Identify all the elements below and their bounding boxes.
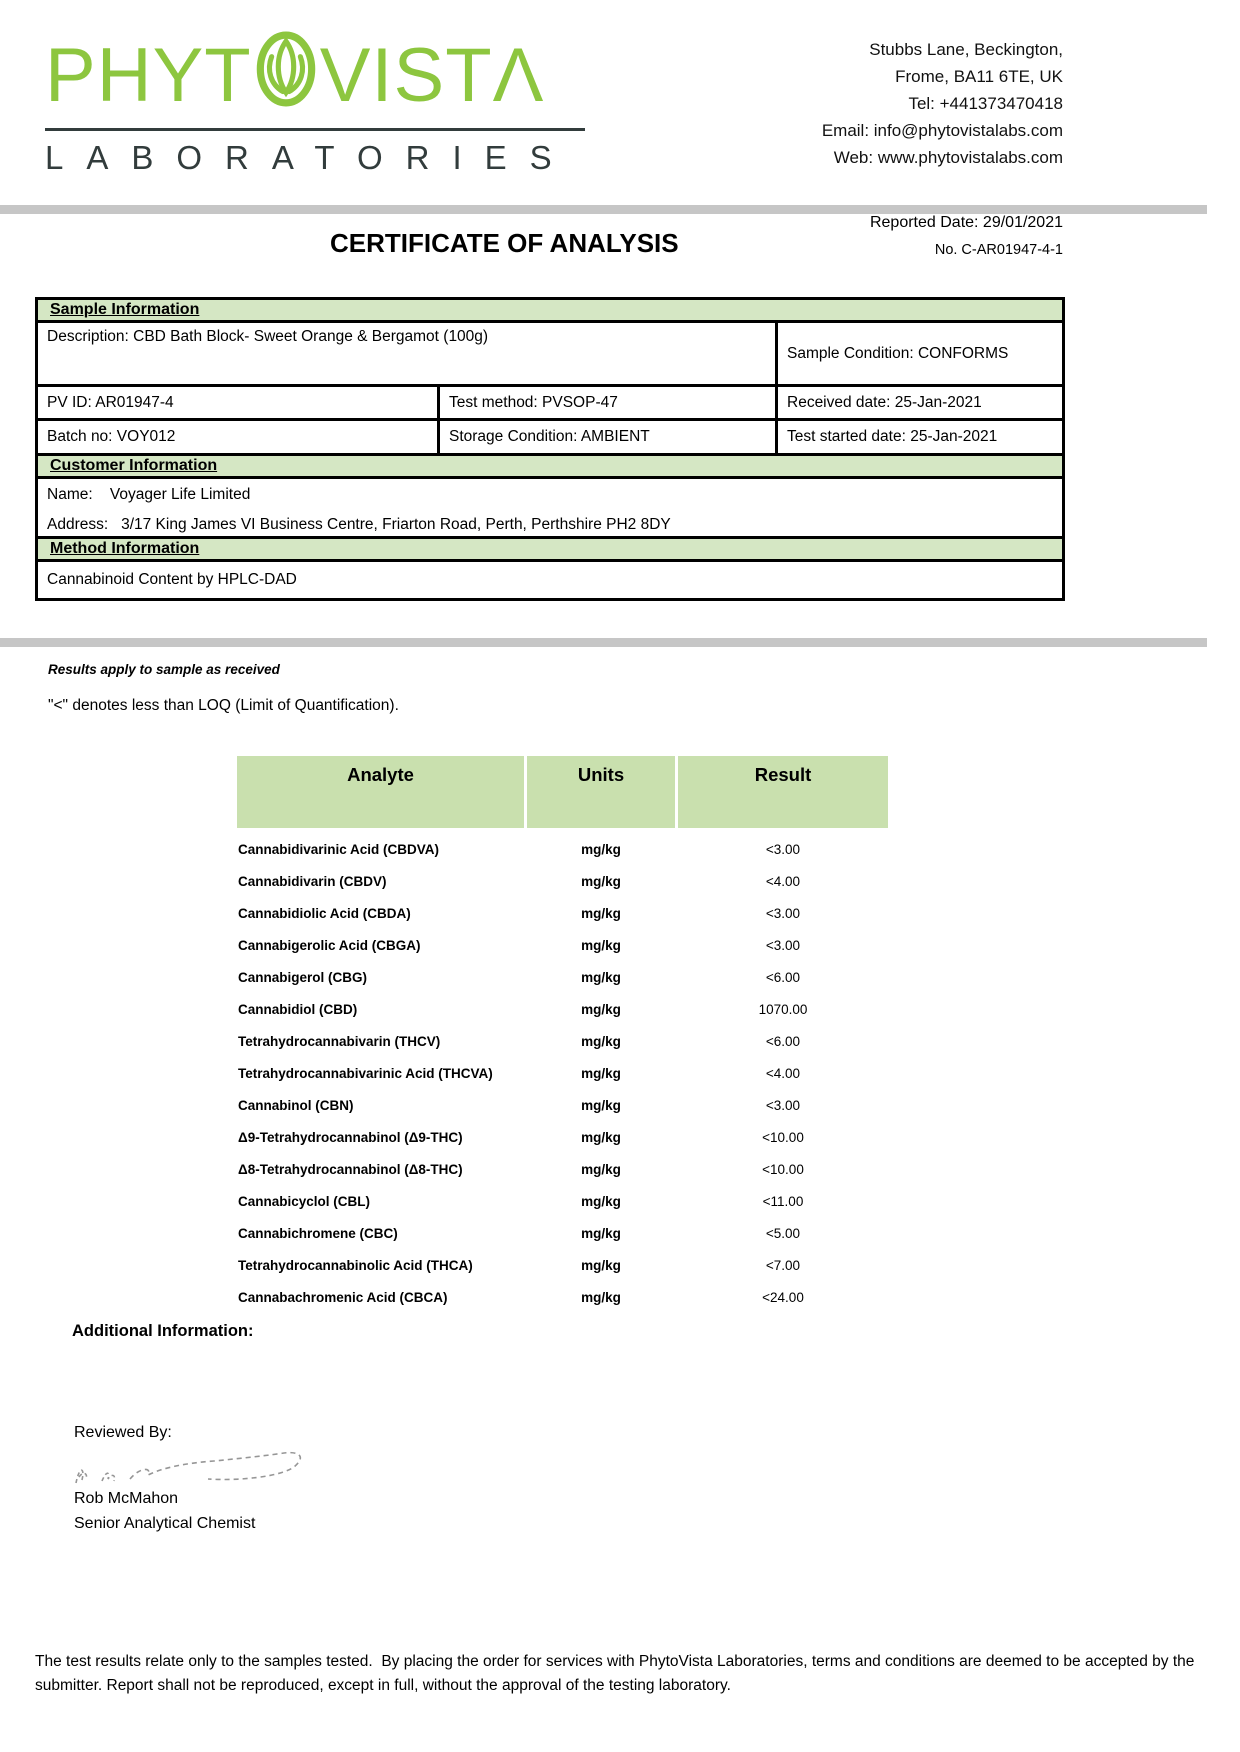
sample-condition: Sample Condition: CONFORMS (787, 344, 1009, 362)
results-header-row (237, 756, 888, 828)
logo-wordmark (45, 30, 590, 121)
table-row (237, 833, 888, 865)
analyte-name: Cannabinol (CBN) (238, 1097, 354, 1113)
pv-id: PV ID: AR01947-4 (38, 387, 440, 418)
table-row (237, 1121, 888, 1153)
analyte-result: <6.00 (765, 969, 801, 985)
customer-name: Name: Voyager Life Limited (47, 486, 251, 503)
received-date: Received date: 25-Jan-2021 (787, 393, 982, 411)
analyte-name: Cannabidiolic Acid (CBDA) (238, 905, 411, 921)
logo-text-right: VISTΛ (319, 32, 545, 118)
reviewed-by-label: Reviewed By: (74, 1424, 172, 1441)
analyte-result: <7.00 (765, 1257, 801, 1273)
table-row (237, 1153, 888, 1185)
analyte-result: 1070.00 (758, 1001, 808, 1017)
method-description: Cannabinoid Content by HPLC-DAD (47, 571, 297, 588)
analyte-units: mg/kg (581, 1257, 621, 1273)
analyte-name: Tetrahydrocannabinolic Acid (THCA) (238, 1257, 473, 1273)
analyte-units: mg/kg (581, 969, 621, 985)
analyte-result: <4.00 (765, 873, 801, 889)
analyte-units: mg/kg (581, 1193, 621, 1209)
report-number: No. C-AR01947-4-1 (934, 242, 1063, 258)
page-title: CERTIFICATE OF ANALYSIS (330, 228, 679, 258)
table-row (237, 993, 888, 1025)
table-row (237, 1217, 888, 1249)
analyte-name: Cannabidivarinic Acid (CBDVA) (238, 841, 440, 857)
customer-box (38, 479, 1062, 539)
phytovista-logo (45, 30, 590, 177)
contact-phone: Tel: +441373470418 (908, 94, 1063, 113)
table-row (237, 961, 888, 993)
analyte-units: mg/kg (581, 841, 621, 857)
contact-web: Web: www.phytovistalabs.com (833, 148, 1063, 167)
analyte-units: mg/kg (581, 937, 621, 953)
analyte-result: <11.00 (762, 1193, 804, 1209)
reviewer-title: Senior Analytical Chemist (74, 1515, 256, 1532)
logo-subtitle: LABORATORIES (45, 139, 575, 176)
results-apply-note: Results apply to sample as received (48, 662, 280, 677)
contact-email: Email: info@phytovistalabs.com (821, 121, 1063, 140)
analyte-units: mg/kg (581, 1129, 621, 1145)
column-header-result: Result (678, 756, 888, 828)
analyte-units: mg/kg (581, 873, 621, 889)
analyte-result: <4.00 (765, 1065, 801, 1081)
customer-information-header: Customer Information (38, 456, 1062, 479)
table-row (237, 1281, 888, 1313)
description-row (38, 323, 1062, 387)
table-row (237, 1057, 888, 1089)
analyte-name: Cannabichromene (CBC) (238, 1225, 398, 1241)
footer-disclaimer: The test results relate only to the samples tested. By placing the order for services with PhytoVista Laboratories, terms and conditions are deemed to be accepted by the submitter. Report shall not be reproduced, except in full, without the approval of the testing laboratory. (35, 1653, 1199, 1694)
method-information-header: Method Information (38, 539, 1062, 562)
additional-information-label: Additional Information: (72, 1322, 254, 1340)
info-table (35, 297, 1065, 601)
analyte-name: Cannabigerol (CBG) (238, 969, 368, 985)
analyte-units: mg/kg (581, 905, 621, 921)
analyte-name: Tetrahydrocannabivarin (THCV) (238, 1033, 441, 1049)
analyte-units: mg/kg (581, 1289, 621, 1305)
analyte-name: Cannabidiol (CBD) (238, 1001, 358, 1017)
sample-description: Description: CBD Bath Block- Sweet Orange & Bergamot (100g) (38, 323, 778, 384)
table-row (237, 1089, 888, 1121)
analyte-result: <10.00 (762, 1161, 804, 1177)
analyte-result: <3.00 (765, 905, 801, 921)
column-header-analyte: Analyte (237, 756, 524, 828)
results-table (237, 756, 888, 1313)
analyte-result: <24.00 (762, 1289, 804, 1305)
pvid-row (38, 387, 1062, 421)
analyte-units: mg/kg (581, 1161, 621, 1177)
analyte-units: mg/kg (581, 1001, 621, 1017)
table-row (237, 1249, 888, 1281)
analyte-units: mg/kg (581, 1225, 621, 1241)
analyte-name: Cannabachromenic Acid (CBCA) (238, 1289, 448, 1305)
results-body (237, 833, 888, 1313)
logo-text-left: PHYT (45, 32, 252, 118)
analyte-units: mg/kg (581, 1065, 621, 1081)
test-method: Test method: PVSOP-47 (440, 387, 778, 418)
analyte-units: mg/kg (581, 1033, 621, 1049)
loq-note: "<" denotes less than LOQ (Limit of Quantification). (48, 697, 399, 714)
storage-condition: Storage Condition: AMBIENT (440, 421, 778, 453)
reported-date: Reported Date: 29/01/2021 (869, 214, 1063, 231)
leaf-icon (255, 30, 317, 121)
analyte-name: Cannabidivarin (CBDV) (238, 873, 387, 889)
logo-divider (45, 128, 585, 131)
analyte-result: <3.00 (765, 841, 801, 857)
batch-no: Batch no: VOY012 (38, 421, 440, 453)
analyte-name: Δ9-Tetrahydrocannabinol (Δ9-THC) (238, 1129, 463, 1145)
table-row (237, 1185, 888, 1217)
customer-address: Address: 3/17 King James VI Business Centre, Friarton Road, Perth, Perthshire PH2 8DY (47, 516, 671, 533)
column-header-units: Units (527, 756, 675, 828)
sample-information-header: Sample Information (38, 300, 1062, 323)
divider-bar-top (0, 205, 1207, 214)
analyte-units: mg/kg (581, 1097, 621, 1113)
test-started-date: Test started date: 25-Jan-2021 (787, 428, 998, 445)
analyte-result: <5.00 (765, 1225, 801, 1241)
analyte-result: <3.00 (765, 937, 801, 953)
analyte-result: <3.00 (765, 1097, 801, 1113)
table-row (237, 865, 888, 897)
divider-bar-middle (0, 638, 1207, 647)
analyte-name: Tetrahydrocannabivarinic Acid (THCVA) (238, 1065, 493, 1081)
analyte-result: <10.00 (762, 1129, 804, 1145)
analyte-name: Cannabigerolic Acid (CBGA) (238, 937, 421, 953)
reviewer-name: Rob McMahon (74, 1490, 179, 1507)
analyte-name: Cannabicyclol (CBL) (238, 1193, 371, 1209)
table-row (237, 1025, 888, 1057)
contact-address-line2: Frome, BA11 6TE, UK (895, 67, 1063, 86)
analyte-name: Δ8-Tetrahydrocannabinol (Δ8-THC) (238, 1161, 463, 1177)
analyte-result: <6.00 (765, 1033, 801, 1049)
lab-contact-block (822, 36, 1063, 171)
batch-row (38, 421, 1062, 456)
contact-address-line1: Stubbs Lane, Beckington, (869, 40, 1063, 59)
table-row (237, 929, 888, 961)
table-row (237, 897, 888, 929)
